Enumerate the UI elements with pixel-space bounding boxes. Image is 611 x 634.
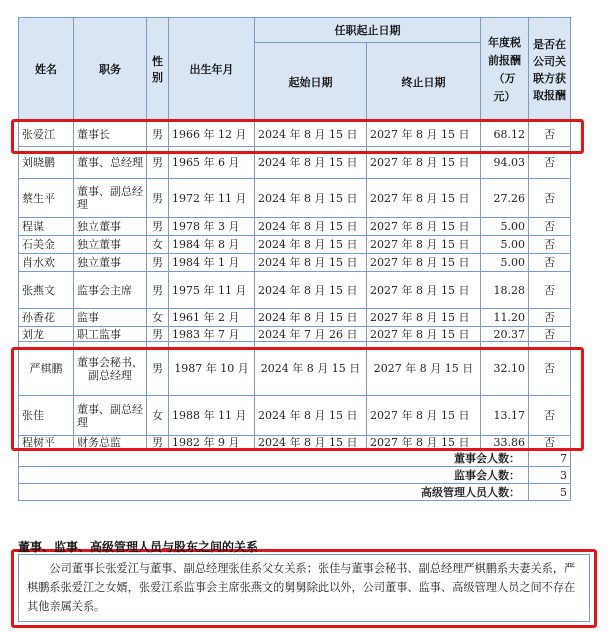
cell-end: 2027 年 8 月 15 日 xyxy=(367,327,481,342)
cell-birth: 1988 年 11 月 xyxy=(169,396,255,436)
cell-position: 独立董事 xyxy=(74,236,147,254)
management-table xyxy=(18,17,571,501)
summary-row xyxy=(19,450,571,467)
cell-position: 董事、总经理 xyxy=(74,147,147,179)
cell-end: 2027 年 8 月 15 日 xyxy=(367,436,481,450)
cell-salary: 13.17 xyxy=(481,396,529,436)
table-row xyxy=(19,309,571,327)
cell-end: 2027 年 8 月 15 日 xyxy=(367,309,481,327)
cell-name: 刘龙 xyxy=(19,327,74,342)
cell-position: 董事长 xyxy=(74,122,147,147)
header-name: 姓名 xyxy=(19,18,74,122)
header-term: 任职起止日期 xyxy=(255,18,481,43)
cell-gender: 男 xyxy=(147,218,169,236)
cell-end: 2027 年 8 月 15 日 xyxy=(367,396,481,436)
senior-mgmt-count-label: 高级管理人员人数： xyxy=(19,484,529,501)
table-row xyxy=(19,396,571,436)
cell-position: 职工监事 xyxy=(74,327,147,342)
cell-related: 否 xyxy=(529,309,571,327)
table-row xyxy=(19,147,571,179)
cell-birth: 1972 年 11 月 xyxy=(169,179,255,218)
cell-related: 否 xyxy=(529,327,571,342)
summary-row xyxy=(19,467,571,484)
cell-salary: 11.20 xyxy=(481,309,529,327)
cell-start: 2024 年 8 月 15 日 xyxy=(255,236,367,254)
cell-position: 董事、副总经理 xyxy=(74,396,147,436)
cell-birth: 1975 年 11 月 xyxy=(169,272,255,309)
cell-end: 2027 年 8 月 15 日 xyxy=(367,342,481,396)
cell-gender: 男 xyxy=(147,254,169,272)
supervisor-count-label: 监事会人数： xyxy=(19,467,529,484)
cell-birth: 1987 年 10 月 xyxy=(169,342,255,396)
cell-birth: 1984 年 1 月 xyxy=(169,254,255,272)
cell-end: 2027 年 8 月 15 日 xyxy=(367,272,481,309)
cell-salary: 27.26 xyxy=(481,179,529,218)
cell-birth: 1961 年 2 月 xyxy=(169,309,255,327)
header-salary: 年度税前报酬（万元） xyxy=(481,18,529,122)
cell-start: 2024 年 8 月 15 日 xyxy=(255,147,367,179)
cell-position: 监事会主席 xyxy=(74,272,147,309)
cell-gender: 男 xyxy=(147,147,169,179)
table-row xyxy=(19,436,571,450)
cell-salary: 94.03 xyxy=(481,147,529,179)
cell-start: 2024 年 8 月 15 日 xyxy=(255,218,367,236)
senior-mgmt-count-value: 5 xyxy=(529,484,571,501)
cell-related: 否 xyxy=(529,272,571,309)
table-row xyxy=(19,218,571,236)
cell-salary: 5.00 xyxy=(481,218,529,236)
cell-position: 财务总监 xyxy=(74,436,147,450)
cell-birth: 1983 年 7 月 xyxy=(169,327,255,342)
cell-salary: 32.10 xyxy=(481,342,529,396)
cell-start: 2024 年 8 月 15 日 xyxy=(255,396,367,436)
cell-name: 程谋 xyxy=(19,218,74,236)
cell-position: 监事 xyxy=(74,309,147,327)
cell-start: 2024 年 8 月 15 日 xyxy=(255,179,367,218)
table-row xyxy=(19,342,571,396)
cell-birth: 1965 年 6 月 xyxy=(169,147,255,179)
cell-birth: 1982 年 9 月 xyxy=(169,436,255,450)
cell-position: 独立董事 xyxy=(74,254,147,272)
cell-salary: 68.12 xyxy=(481,122,529,147)
cell-gender: 女 xyxy=(147,396,169,436)
section-title: 董事、监事、高级管理人员与股东之间的关系 xyxy=(18,540,259,554)
cell-gender: 女 xyxy=(147,236,169,254)
cell-related: 否 xyxy=(529,218,571,236)
cell-name: 孙香花 xyxy=(19,309,74,327)
cell-start: 2024 年 8 月 15 日 xyxy=(255,309,367,327)
cell-related: 否 xyxy=(529,436,571,450)
header-start-date: 起始日期 xyxy=(255,43,367,122)
table-row xyxy=(19,236,571,254)
cell-name: 石美金 xyxy=(19,236,74,254)
cell-salary: 33.86 xyxy=(481,436,529,450)
cell-related: 否 xyxy=(529,179,571,218)
cell-gender: 男 xyxy=(147,122,169,147)
cell-salary: 5.00 xyxy=(481,236,529,254)
table-row xyxy=(19,122,571,147)
cell-name: 肖水欢 xyxy=(19,254,74,272)
board-count-value: 7 xyxy=(529,450,571,467)
cell-related: 否 xyxy=(529,342,571,396)
cell-gender: 女 xyxy=(147,309,169,327)
cell-end: 2027 年 8 月 15 日 xyxy=(367,179,481,218)
cell-salary: 5.00 xyxy=(481,254,529,272)
table-row xyxy=(19,179,571,218)
cell-name: 张爱江 xyxy=(19,122,74,147)
cell-salary: 20.37 xyxy=(481,327,529,342)
cell-name: 张佳 xyxy=(19,396,74,436)
cell-start: 2024 年 8 月 15 日 xyxy=(255,342,367,396)
cell-position: 独立董事 xyxy=(74,218,147,236)
cell-related: 否 xyxy=(529,254,571,272)
table-row xyxy=(19,327,571,342)
cell-gender: 男 xyxy=(147,272,169,309)
cell-related: 否 xyxy=(529,396,571,436)
cell-start: 2024 年 8 月 15 日 xyxy=(255,272,367,309)
cell-gender: 男 xyxy=(147,436,169,450)
cell-gender: 男 xyxy=(147,179,169,218)
relationship-paragraph: 公司董事长张爱江与董事、副总经理张佳系父女关系；张佳与董事会秘书、副总经理严棋鹏系夫妻关系，严棋鹏系张爱江之女婿，张爱江系监事会主席张燕文的舅舅除此以外，公司董事、监事、高级管理人员之间不存在其他亲属关系。 xyxy=(18,554,590,622)
header-related-pay: 是否在公司关联方获取报酬 xyxy=(529,18,571,122)
summary-row xyxy=(19,484,571,501)
cell-name: 刘晓鹏 xyxy=(19,147,74,179)
table-row xyxy=(19,254,571,272)
cell-start: 2024 年 7 月 26 日 xyxy=(255,327,367,342)
cell-birth: 1966 年 12 月 xyxy=(169,122,255,147)
header-birth: 出生年月 xyxy=(169,18,255,122)
cell-position: 董事会秘书、副总经理 xyxy=(74,342,147,396)
cell-gender: 男 xyxy=(147,342,169,396)
cell-end: 2027 年 8 月 15 日 xyxy=(367,236,481,254)
board-count-label: 董事会人数： xyxy=(19,450,529,467)
cell-birth: 1978 年 3 月 xyxy=(169,218,255,236)
cell-name: 蔡生平 xyxy=(19,179,74,218)
cell-name: 严棋鹏 xyxy=(19,342,74,396)
header-end-date: 终止日期 xyxy=(367,43,481,122)
cell-related: 否 xyxy=(529,122,571,147)
header-position: 职务 xyxy=(74,18,147,122)
cell-end: 2027 年 8 月 15 日 xyxy=(367,147,481,179)
cell-gender: 男 xyxy=(147,327,169,342)
table-row xyxy=(19,272,571,309)
supervisor-count-value: 3 xyxy=(529,467,571,484)
cell-salary: 18.28 xyxy=(481,272,529,309)
header-gender: 性别 xyxy=(147,18,169,122)
cell-end: 2027 年 8 月 15 日 xyxy=(367,254,481,272)
cell-start: 2024 年 8 月 15 日 xyxy=(255,254,367,272)
cell-end: 2027 年 8 月 15 日 xyxy=(367,122,481,147)
cell-related: 否 xyxy=(529,236,571,254)
cell-name: 程树平 xyxy=(19,436,74,450)
cell-related: 否 xyxy=(529,147,571,179)
cell-start: 2024 年 8 月 15 日 xyxy=(255,436,367,450)
cell-birth: 1984 年 8 月 xyxy=(169,236,255,254)
cell-name: 张燕文 xyxy=(19,272,74,309)
cell-end: 2027 年 8 月 15 日 xyxy=(367,218,481,236)
cell-start: 2024 年 8 月 15 日 xyxy=(255,122,367,147)
cell-position: 董事、副总经理 xyxy=(74,179,147,218)
